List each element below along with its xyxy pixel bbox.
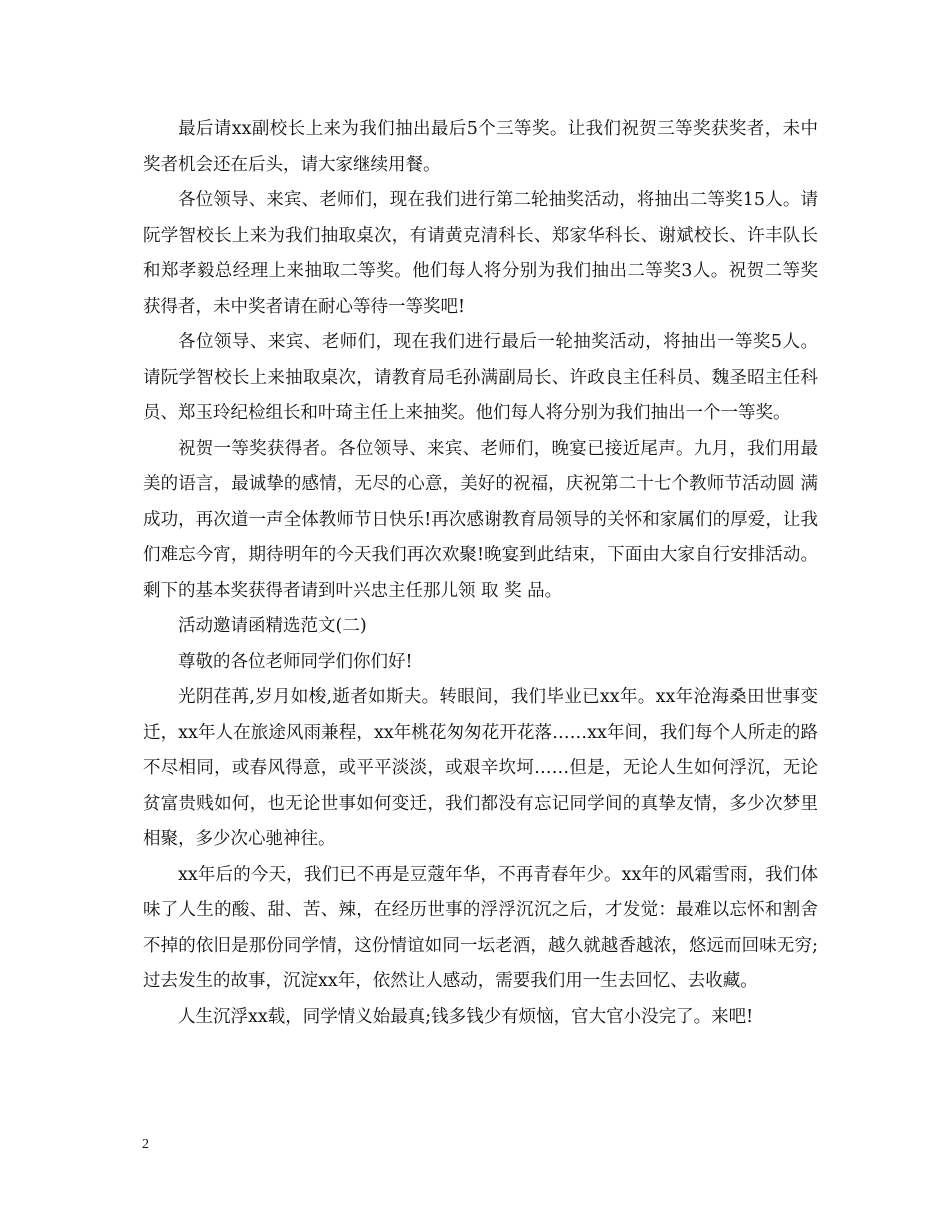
paragraph-first-prize: 各位领导、来宾、老师们，现在我们进行最后一轮抽奖活动，将抽出一等奖5人。请阮学智校长上来抽取桌次，请教育局毛孙满副局长、许政良主任科员、魏圣昭主任科员、郑玉玲纪检组长和叶琦主任上来抽奖。他们每人将分别为我们抽出一个一等奖。	[143, 332, 818, 423]
paragraph-closing: 祝贺一等奖获得者。各位领导、来宾、老师们，晚宴已接近尾声。九月，我们用最美的语言，最诚挚的感情，无尽的心意，美好的祝福，庆祝第二十七个教师节活动圆 满成功，再次道一声全体教师节日快乐!再次感谢教育局领导的关怀和家属们的厚爱，让我们难忘今宵，期待明年的今天我们再次欢聚!晚宴到此结束，下面由大家自行安排活动。剩下的基本奖获得者请到叶兴忠主任那儿领 取 奖 品。	[143, 438, 818, 601]
document-body	[143, 112, 818, 1035]
paragraph-second-prize: 各位领导、来宾、老师们，现在我们进行第二轮抽奖活动，将抽出二等奖15人。请阮学智校长上来为我们抽取桌次，有请黄克清科长、郑家华科长、谢斌校长、许丰队长和郑孝毅总经理上来抽取二等奖。他们每人将分别为我们抽出二等奖3人。祝贺二等奖获得者，未中奖者请在耐心等待一等奖吧!	[143, 190, 818, 317]
section-heading: 活动邀请函精选范文(二)	[178, 616, 367, 636]
paragraph-third-prize: 最后请xx副校长上来为我们抽出最后5个三等奖。让我们祝贺三等奖获奖者，未中奖者机会还在后头，请大家继续用餐。	[143, 119, 818, 175]
paragraph-invitation: 人生沉浮xx载，同学情义始最真;钱多钱少有烦恼，官大官小没完了。来吧!	[178, 1006, 754, 1027]
salutation: 尊敬的各位老师同学们你们好!	[178, 651, 413, 672]
paragraph-reflection: xx年后的今天，我们已不再是豆蔻年华，不再青春年少。xx年的风霜雪雨，我们体味了人生的酸、甜、苦、辣，在经历世事的浮浮沉沉之后，才发觉：最难以忘怀和割舍不掉的依旧是那份同学情，这份情谊如同一坛老酒，越久就越香越浓，悠远而回味无穷;过去发生的故事，沉淀xx年，依然让人感动，需要我们用一生去回忆、去收藏。	[143, 864, 818, 991]
page-number: 2	[142, 1137, 149, 1152]
paragraph-time-passing: 光阴荏苒,岁月如梭,逝者如斯夫。转眼间，我们毕业已xx年。xx年沧海桑田世事变迁，xx年人在旅途风雨兼程，xx年桃花匆匆花开花落……xx年间，我们每个人所走的路不尽相同，或春风得意，或平平淡淡，或艰辛坎坷……但是，无论人生如何浮沉，无论贫富贵贱如何，也无论世事如何变迁，我们都没有忘记同学间的真挚友情，多少次梦里相聚，多少次心驰神往。	[143, 687, 818, 849]
